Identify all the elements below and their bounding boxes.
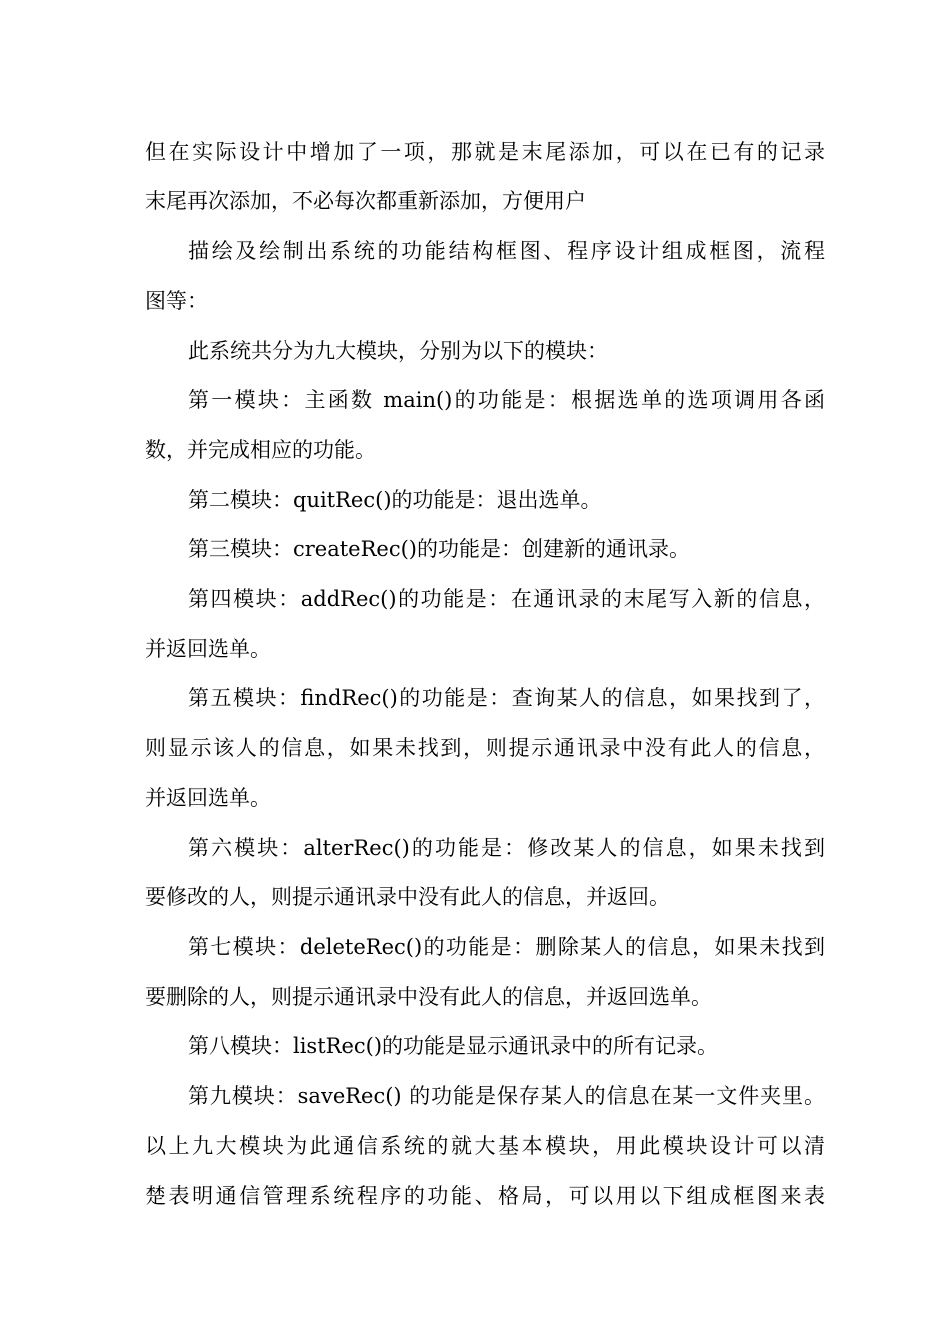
text-line-5: 此系统共分为九大模块，分别为以下的模块： (188, 339, 608, 363)
text-line-8: 第二模块：quitRec()的功能是：退出选单。 (188, 488, 602, 512)
text-line-1: 但在实际设计中增加了一项，那就是末尾添加，可以在已有的记录 (145, 140, 825, 164)
text-line-21: 以上九大模块为此通信系统的就大基本模块，用此模块设计可以清 (145, 1134, 825, 1158)
text-line-14: 并返回选单。 (145, 786, 271, 810)
text-line-9: 第三模块：createRec()的功能是：创建新的通讯录。 (188, 537, 690, 561)
text-line-6: 第一模块：主函数 main()的功能是：根据选单的选项调用各函 (188, 388, 825, 412)
text-line-7: 数，并完成相应的功能。 (145, 438, 376, 462)
text-line-11: 并返回选单。 (145, 637, 271, 661)
text-line-17: 第七模块：deleteRec()的功能是：删除某人的信息，如果未找到 (188, 935, 825, 959)
text-line-16: 要修改的人，则提示通讯录中没有此人的信息，并返回。 (145, 885, 670, 909)
text-line-18: 要删除的人，则提示通讯录中没有此人的信息，并返回选单。 (145, 985, 712, 1009)
text-line-10: 第四模块：addRec()的功能是：在通讯录的末尾写入新的信息， (188, 587, 825, 611)
text-line-12: 第五模块：findRec()的功能是：查询某人的信息，如果找到了， (188, 686, 825, 710)
text-line-20: 第九模块：saveRec() 的功能是保存某人的信息在某一文件夹里。 (188, 1084, 825, 1108)
text-line-19: 第八模块：listRec()的功能是显示通讯录中的所有记录。 (188, 1034, 719, 1058)
text-line-3: 描绘及绘制出系统的功能结构框图、程序设计组成框图，流程 (188, 239, 825, 263)
text-line-22: 楚表明通信管理系统程序的功能、格局，可以用以下组成框图来表 (145, 1184, 825, 1208)
text-line-13: 则显示该人的信息，如果未找到，则提示通讯录中没有此人的信息， (145, 736, 825, 760)
text-line-4: 图等： (145, 289, 208, 313)
text-line-15: 第六模块：alterRec()的功能是：修改某人的信息，如果未找到 (188, 836, 825, 860)
text-line-2: 末尾再次添加，不必每次都重新添加，方便用户 (145, 189, 586, 213)
